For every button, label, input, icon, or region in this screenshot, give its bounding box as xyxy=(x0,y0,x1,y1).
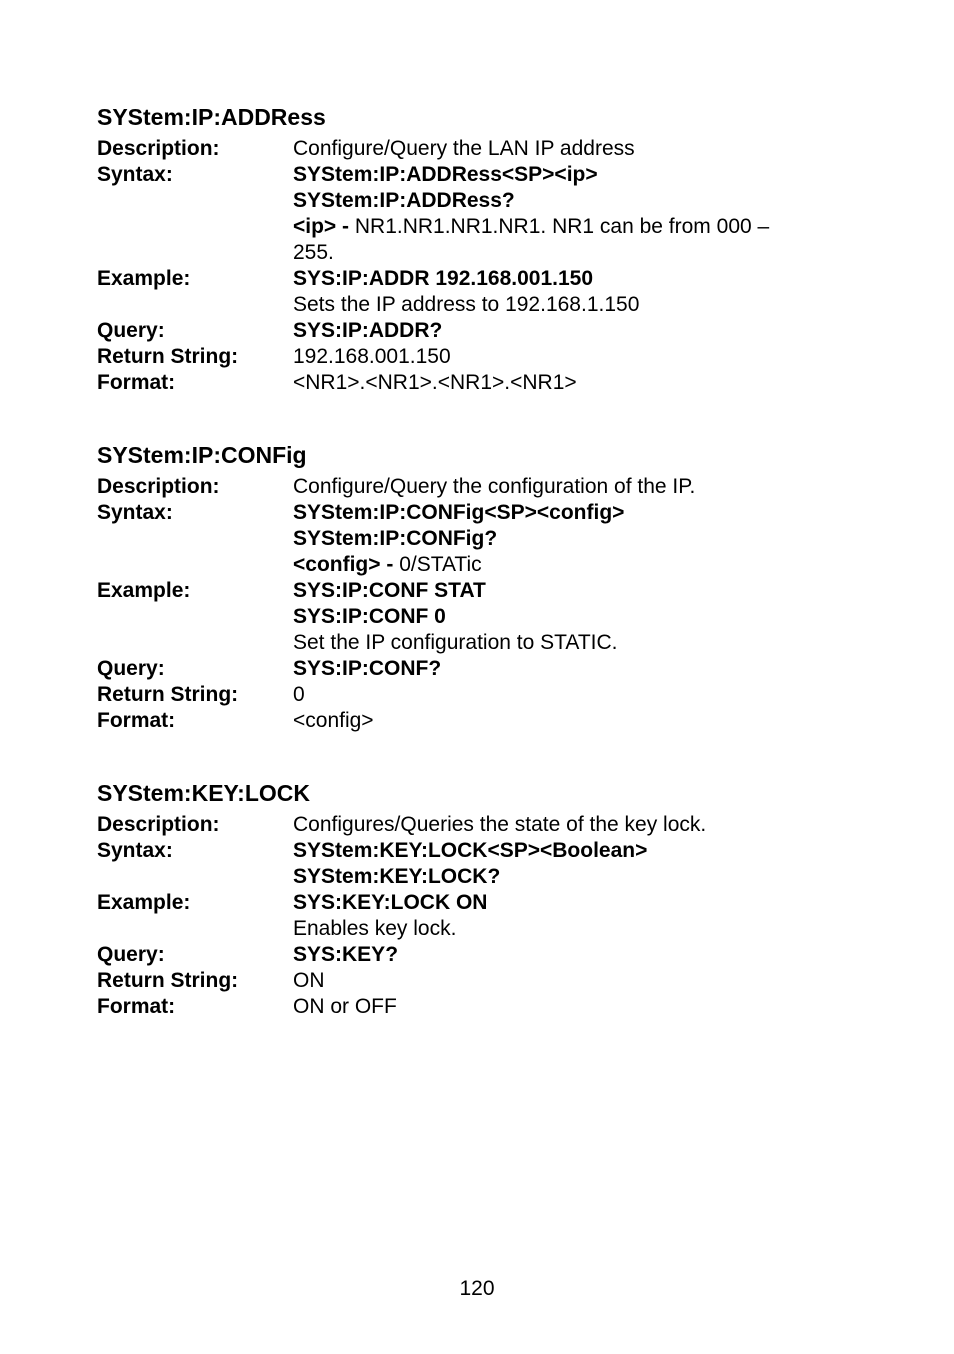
section-title: SYStem:KEY:LOCK xyxy=(97,780,310,806)
format-label: Format: xyxy=(97,371,176,394)
query-command: SYS:IP:ADDR? xyxy=(293,319,443,342)
return-string-value: ON xyxy=(293,969,325,992)
query-label: Query: xyxy=(97,657,165,680)
parameter-description-continued: 255. xyxy=(293,241,334,264)
parameter-definition xyxy=(293,552,837,578)
example-command: SYS:KEY:LOCK ON xyxy=(293,891,488,914)
parameter-description: 0/STATic xyxy=(399,553,482,576)
command-section-key-lock xyxy=(97,778,837,1020)
syntax-row xyxy=(97,838,837,890)
return-string-value: 0 xyxy=(293,683,305,706)
example-label: Example: xyxy=(97,267,191,290)
format-value: <config> xyxy=(293,709,374,732)
description-label: Description: xyxy=(97,813,220,836)
example-label: Example: xyxy=(97,579,191,602)
description-label: Description: xyxy=(97,475,220,498)
description-row xyxy=(97,474,837,500)
format-row xyxy=(97,994,837,1020)
return-string-row xyxy=(97,968,837,994)
query-command: SYS:KEY? xyxy=(293,943,399,966)
format-label: Format: xyxy=(97,709,176,732)
format-value: <NR1>.<NR1>.<NR1>.<NR1> xyxy=(293,371,577,394)
example-note: Set the IP configuration to STATIC. xyxy=(293,631,618,654)
example-command-alt: SYS:IP:CONF 0 xyxy=(293,605,446,628)
syntax-set-command: SYStem:IP:CONFig<SP><config> xyxy=(293,501,625,524)
query-command: SYS:IP:CONF? xyxy=(293,657,442,680)
parameter-name: <ip> - xyxy=(293,215,355,238)
format-label: Format: xyxy=(97,995,176,1018)
syntax-query-command: SYStem:KEY:LOCK? xyxy=(293,865,501,888)
description-row xyxy=(97,136,837,162)
example-note: Enables key lock. xyxy=(293,917,457,940)
page-number: 120 xyxy=(459,1277,495,1300)
syntax-query-command: SYStem:IP:ADDRess? xyxy=(293,189,515,212)
format-row xyxy=(97,708,837,734)
syntax-set-command: SYStem:KEY:LOCK<SP><Boolean> xyxy=(293,839,648,862)
command-section-ip-address xyxy=(97,102,837,396)
syntax-query-command: SYStem:IP:CONFig? xyxy=(293,527,498,550)
syntax-row xyxy=(97,500,837,578)
parameter-description: NR1.NR1.NR1.NR1. NR1 can be from 000 – xyxy=(354,215,770,238)
syntax-label: Syntax: xyxy=(97,839,173,862)
query-label: Query: xyxy=(97,319,165,342)
format-row xyxy=(97,370,837,396)
return-string-label: Return String: xyxy=(97,345,239,368)
return-string-value: 192.168.001.150 xyxy=(293,345,451,368)
query-row xyxy=(97,942,837,968)
parameter-definition xyxy=(293,214,837,240)
parameter-name: <config> - xyxy=(293,553,400,576)
example-note: Sets the IP address to 192.168.1.150 xyxy=(293,293,640,316)
example-command: SYS:IP:ADDR 192.168.001.150 xyxy=(293,267,593,290)
section-title: SYStem:IP:CONFig xyxy=(97,442,307,468)
example-row xyxy=(97,890,837,942)
manual-page-content xyxy=(97,102,837,1064)
format-value: ON or OFF xyxy=(293,995,397,1018)
example-label: Example: xyxy=(97,891,191,914)
description-text: Configure/Query the configuration of the IP. xyxy=(293,475,696,498)
syntax-row xyxy=(97,162,837,266)
example-row xyxy=(97,266,837,318)
description-label: Description: xyxy=(97,137,220,160)
description-text: Configures/Queries the state of the key lock. xyxy=(293,813,707,836)
syntax-label: Syntax: xyxy=(97,163,173,186)
query-row xyxy=(97,656,837,682)
return-string-label: Return String: xyxy=(97,969,239,992)
return-string-label: Return String: xyxy=(97,683,239,706)
query-row xyxy=(97,318,837,344)
return-string-row xyxy=(97,682,837,708)
command-section-ip-config xyxy=(97,440,837,734)
section-title: SYStem:IP:ADDRess xyxy=(97,104,326,130)
example-command: SYS:IP:CONF STAT xyxy=(293,579,486,602)
syntax-set-command: SYStem:IP:ADDRess<SP><ip> xyxy=(293,163,598,186)
description-row xyxy=(97,812,837,838)
description-text: Configure/Query the LAN IP address xyxy=(293,137,635,160)
syntax-label: Syntax: xyxy=(97,501,173,524)
query-label: Query: xyxy=(97,943,165,966)
return-string-row xyxy=(97,344,837,370)
example-row xyxy=(97,578,837,656)
